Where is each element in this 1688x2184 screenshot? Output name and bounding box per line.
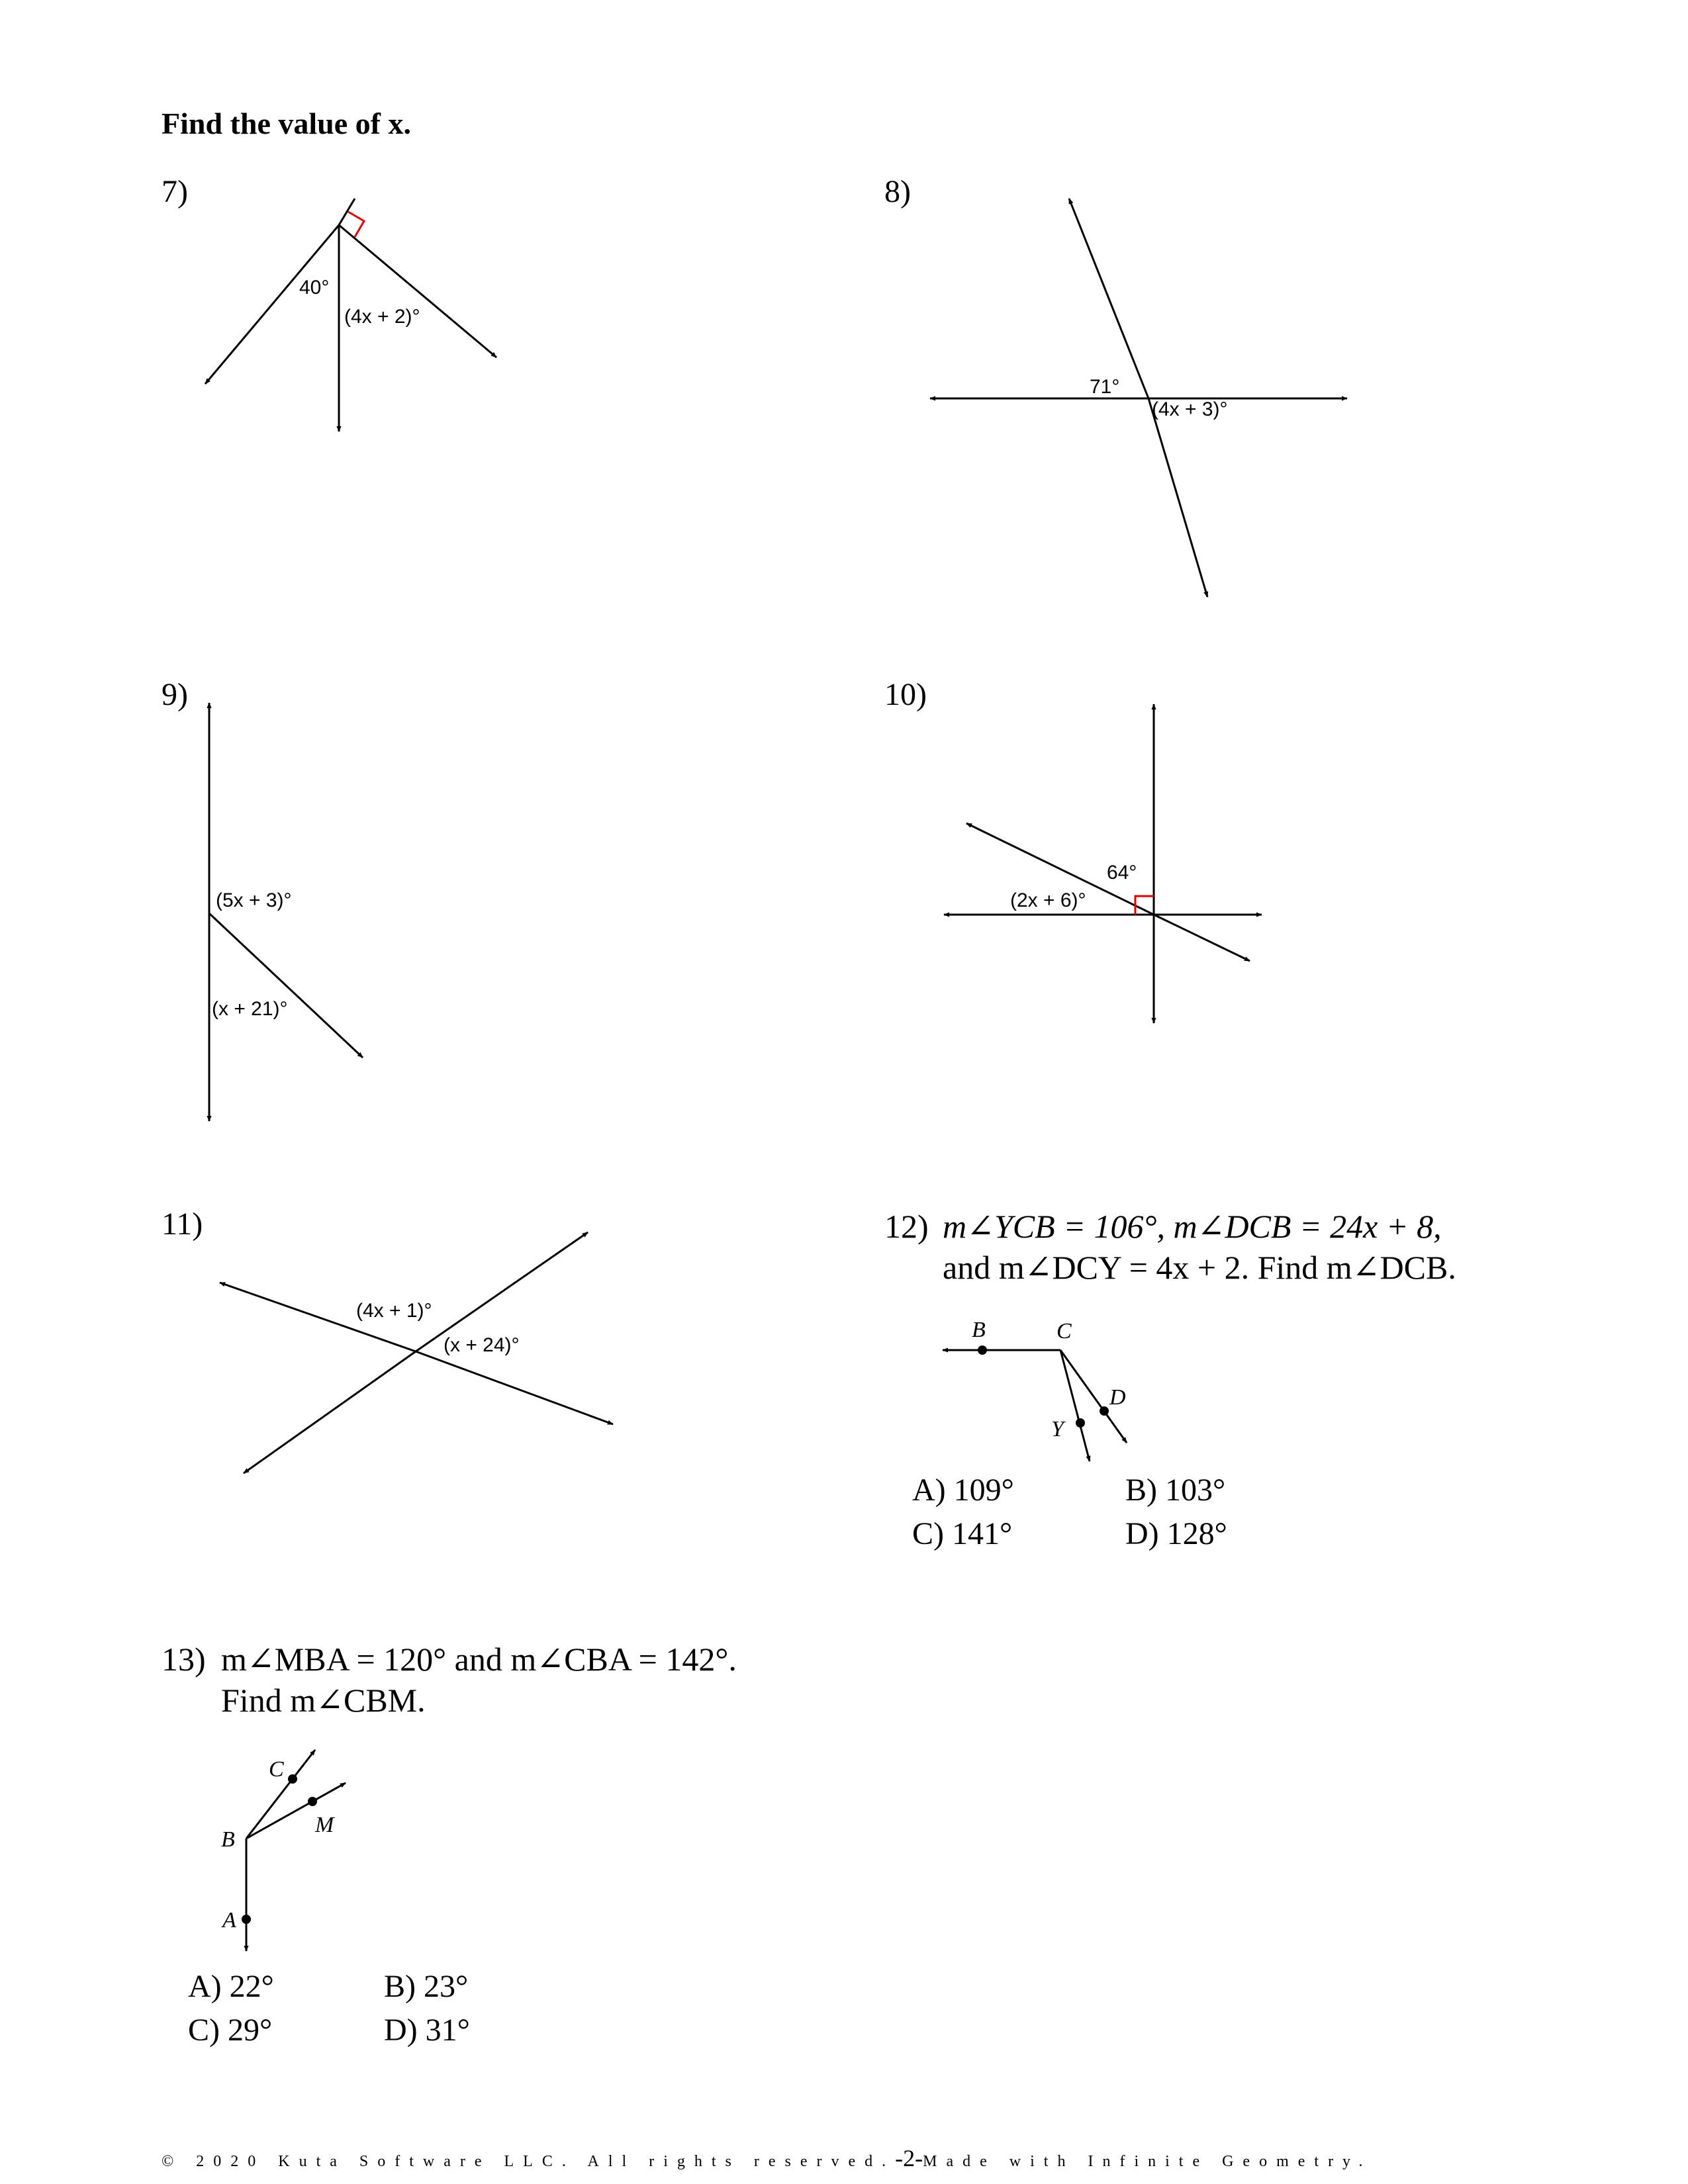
figure-problem-10 bbox=[944, 704, 1262, 1023]
problem-12-choice-c[interactable]: C) 141° bbox=[912, 1516, 1013, 1551]
p13-point-c bbox=[288, 1774, 297, 1784]
p12-point-d bbox=[1100, 1406, 1109, 1416]
problem-13-choice-b[interactable]: B) 23° bbox=[384, 1969, 469, 2004]
p13-label-b: B bbox=[221, 1827, 235, 1852]
p12-point-y bbox=[1076, 1418, 1085, 1428]
p7-label-4x2: (4x + 2)° bbox=[344, 306, 420, 328]
p13-label-c: C bbox=[269, 1757, 284, 1782]
figure-problem-13 bbox=[221, 1750, 346, 1951]
p8-label-71: 71° bbox=[1090, 376, 1120, 398]
footer-copyright: © 2020 Kuta Software LLC. All rights reserved. bbox=[162, 2153, 896, 2170]
footer-made-with: Made with Infinite Geometry. bbox=[923, 2153, 1372, 2170]
p7-label-40: 40° bbox=[299, 277, 330, 298]
p13-point-a bbox=[242, 1915, 251, 1924]
p13-label-m: M bbox=[315, 1813, 334, 1837]
problem-10-number: 10) bbox=[884, 677, 927, 712]
p11-label-x24: (x + 24)° bbox=[444, 1334, 520, 1356]
p7-ray-left bbox=[205, 225, 339, 384]
p10-label-2x6: (2x + 6)° bbox=[1010, 889, 1086, 911]
problem-13-line-1: m∠MBA = 120° and m∠CBA = 142°. bbox=[221, 1641, 737, 1678]
p7-right-angle-mark bbox=[348, 212, 364, 237]
p10-label-64: 64° bbox=[1107, 862, 1137, 884]
p12-label-b: B bbox=[972, 1318, 986, 1342]
problem-13-number: 13) bbox=[162, 1641, 206, 1678]
figure-problem-9 bbox=[209, 703, 363, 1121]
p13-point-m bbox=[308, 1797, 317, 1806]
p10-right-angle-mark bbox=[1135, 896, 1154, 915]
problem-12-choice-d[interactable]: D) 128° bbox=[1125, 1516, 1227, 1551]
problem-13-choice-d[interactable]: D) 31° bbox=[384, 2013, 470, 2048]
problem-12-choice-b[interactable]: B) 103° bbox=[1125, 1473, 1226, 1508]
p8-label-4x3: (4x + 3)° bbox=[1152, 398, 1228, 420]
p12-label-d: D bbox=[1109, 1385, 1126, 1410]
figure-problem-8 bbox=[930, 199, 1347, 597]
p7-ray-right bbox=[339, 225, 496, 357]
worksheet-heading: Find the value of x. bbox=[162, 107, 411, 140]
problem-12-line-2: and m∠DCY = 4x + 2. Find m∠DCB. bbox=[943, 1249, 1456, 1286]
p12-label-y: Y bbox=[1051, 1417, 1064, 1441]
problem-8-number: 8) bbox=[884, 174, 911, 209]
problem-12-choice-a[interactable]: A) 109° bbox=[912, 1473, 1014, 1508]
problem-9-number: 9) bbox=[162, 677, 188, 712]
p12-label-c: C bbox=[1056, 1319, 1072, 1343]
problem-12-line-1: m∠YCB = 106°, m∠DCB = 24x + 8, bbox=[943, 1208, 1442, 1245]
p9-label-5x3: (5x + 3)° bbox=[216, 889, 292, 911]
p13-label-a: A bbox=[222, 1908, 236, 1933]
problem-13-line-2: Find m∠CBM. bbox=[221, 1682, 426, 1719]
problem-12-number: 12) bbox=[884, 1208, 929, 1245]
problem-13-choice-c[interactable]: C) 29° bbox=[188, 2013, 273, 2048]
figure-problem-7 bbox=[205, 199, 496, 432]
figure-problem-12 bbox=[943, 1318, 1127, 1461]
problem-7-number: 7) bbox=[162, 174, 188, 209]
p9-label-x21: (x + 21)° bbox=[212, 998, 288, 1020]
problem-11-number: 11) bbox=[162, 1206, 203, 1242]
p12-point-b bbox=[978, 1345, 987, 1355]
figure-problem-11 bbox=[220, 1232, 613, 1473]
p11-label-4x1: (4x + 1)° bbox=[356, 1300, 432, 1322]
page-number: -2- bbox=[895, 2145, 923, 2171]
problem-13-choice-a[interactable]: A) 22° bbox=[188, 1969, 274, 2004]
